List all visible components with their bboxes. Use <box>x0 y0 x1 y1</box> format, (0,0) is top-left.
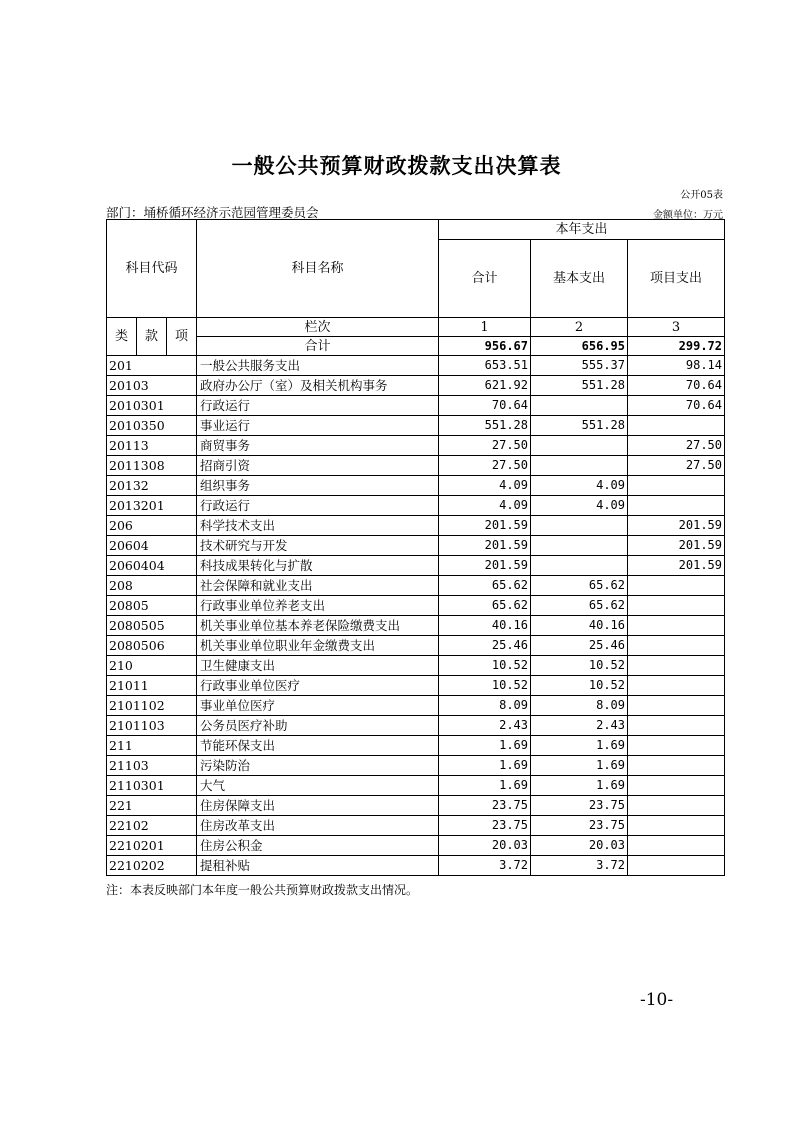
row-total: 551.28 <box>439 416 531 436</box>
row-code: 2080506 <box>107 636 197 656</box>
row-total: 621.92 <box>439 376 531 396</box>
table-row <box>107 776 725 796</box>
row-code: 211 <box>107 736 197 756</box>
row-project <box>628 656 725 676</box>
row-total: 40.16 <box>439 616 531 636</box>
row-basic: 20.03 <box>531 836 628 856</box>
row-basic: 23.75 <box>531 796 628 816</box>
grand-total-value: 956.67 <box>439 337 531 356</box>
row-code: 20604 <box>107 536 197 556</box>
row-project <box>628 856 725 876</box>
total-header: 合计 <box>439 240 531 318</box>
table-row <box>107 416 725 436</box>
lei-header: 类 <box>107 318 137 356</box>
subject-name-header: 科目名称 <box>197 220 439 318</box>
row-total: 23.75 <box>439 796 531 816</box>
row-name: 行政事业单位养老支出 <box>197 596 439 616</box>
basic-header: 基本支出 <box>531 240 628 318</box>
table-row <box>107 356 725 376</box>
row-basic <box>531 456 628 476</box>
row-project: 27.50 <box>628 436 725 456</box>
row-name: 行政运行 <box>197 396 439 416</box>
col2-index: 2 <box>531 318 628 337</box>
row-code: 20103 <box>107 376 197 396</box>
row-name: 机关事业单位职业年金缴费支出 <box>197 636 439 656</box>
row-basic: 1.69 <box>531 756 628 776</box>
total-row-label: 合计 <box>197 337 439 356</box>
row-name: 提租补贴 <box>197 856 439 876</box>
row-basic: 551.28 <box>531 416 628 436</box>
table-row <box>107 676 725 696</box>
row-total: 201.59 <box>439 516 531 536</box>
table-row <box>107 736 725 756</box>
table-row <box>107 716 725 736</box>
row-name: 科技成果转化与扩散 <box>197 556 439 576</box>
row-code: 2110301 <box>107 776 197 796</box>
grand-basic-value: 656.95 <box>531 337 628 356</box>
row-project <box>628 736 725 756</box>
row-basic: 551.28 <box>531 376 628 396</box>
table-row <box>107 556 725 576</box>
row-code: 20113 <box>107 436 197 456</box>
page-number: -10- <box>640 990 674 1010</box>
row-total: 1.69 <box>439 776 531 796</box>
table-row <box>107 696 725 716</box>
row-name: 商贸事务 <box>197 436 439 456</box>
row-total: 1.69 <box>439 736 531 756</box>
row-basic <box>531 536 628 556</box>
row-code: 208 <box>107 576 197 596</box>
row-project <box>628 816 725 836</box>
row-name: 污染防治 <box>197 756 439 776</box>
col3-index: 3 <box>628 318 725 337</box>
row-basic: 4.09 <box>531 496 628 516</box>
row-project: 27.50 <box>628 456 725 476</box>
table-row <box>107 636 725 656</box>
row-project <box>628 416 725 436</box>
table-row <box>107 756 725 776</box>
budget-table <box>106 219 725 876</box>
table-row <box>107 536 725 556</box>
row-code: 2210202 <box>107 856 197 876</box>
row-code: 21011 <box>107 676 197 696</box>
table-row <box>107 656 725 676</box>
row-name: 节能环保支出 <box>197 736 439 756</box>
table-row <box>107 816 725 836</box>
row-basic: 4.09 <box>531 476 628 496</box>
row-total: 3.72 <box>439 856 531 876</box>
row-project: 201.59 <box>628 536 725 556</box>
row-total: 2.43 <box>439 716 531 736</box>
row-name: 住房改革支出 <box>197 816 439 836</box>
table-row <box>107 576 725 596</box>
project-header: 项目支出 <box>628 240 725 318</box>
row-basic: 1.69 <box>531 736 628 756</box>
xiang-header: 项 <box>167 318 197 356</box>
row-name: 事业单位医疗 <box>197 696 439 716</box>
row-project <box>628 476 725 496</box>
row-project: 201.59 <box>628 556 725 576</box>
row-project <box>628 676 725 696</box>
row-total: 201.59 <box>439 556 531 576</box>
row-name: 住房公积金 <box>197 836 439 856</box>
row-project: 70.64 <box>628 376 725 396</box>
table-row <box>107 496 725 516</box>
row-code: 2010301 <box>107 396 197 416</box>
row-basic: 1.69 <box>531 776 628 796</box>
row-total: 27.50 <box>439 436 531 456</box>
row-project <box>628 796 725 816</box>
row-name: 事业运行 <box>197 416 439 436</box>
row-total: 23.75 <box>439 816 531 836</box>
table-row <box>107 396 725 416</box>
row-project <box>628 496 725 516</box>
row-project: 70.64 <box>628 396 725 416</box>
row-basic <box>531 516 628 536</box>
row-total: 4.09 <box>439 476 531 496</box>
row-project <box>628 836 725 856</box>
row-project <box>628 616 725 636</box>
row-basic: 10.52 <box>531 656 628 676</box>
row-code: 2080505 <box>107 616 197 636</box>
row-total: 20.03 <box>439 836 531 856</box>
row-total: 65.62 <box>439 596 531 616</box>
table-row <box>107 516 725 536</box>
unit-label: 金额单位：万元 <box>653 210 723 221</box>
row-project <box>628 716 725 736</box>
row-project <box>628 696 725 716</box>
current-year-header: 本年支出 <box>439 220 725 240</box>
row-project <box>628 776 725 796</box>
subject-code-header: 科目代码 <box>107 220 197 318</box>
row-name: 社会保障和就业支出 <box>197 576 439 596</box>
row-code: 20805 <box>107 596 197 616</box>
row-basic: 65.62 <box>531 596 628 616</box>
row-name: 大气 <box>197 776 439 796</box>
row-basic: 10.52 <box>531 676 628 696</box>
row-name: 行政事业单位医疗 <box>197 676 439 696</box>
row-basic: 65.62 <box>531 576 628 596</box>
row-project: 201.59 <box>628 516 725 536</box>
row-total: 27.50 <box>439 456 531 476</box>
row-code: 221 <box>107 796 197 816</box>
row-total: 70.64 <box>439 396 531 416</box>
row-name: 技术研究与开发 <box>197 536 439 556</box>
row-code: 2210201 <box>107 836 197 856</box>
row-name: 科学技术支出 <box>197 516 439 536</box>
row-code: 2101102 <box>107 696 197 716</box>
row-total: 10.52 <box>439 676 531 696</box>
table-row <box>107 836 725 856</box>
row-basic: 555.37 <box>531 356 628 376</box>
row-total: 65.62 <box>439 576 531 596</box>
row-total: 8.09 <box>439 696 531 716</box>
row-basic <box>531 396 628 416</box>
row-code: 2060404 <box>107 556 197 576</box>
row-name: 公务员医疗补助 <box>197 716 439 736</box>
table-row <box>107 456 725 476</box>
table-row <box>107 616 725 636</box>
page-title: 一般公共预算财政拨款支出决算表 <box>231 154 562 178</box>
row-name: 一般公共服务支出 <box>197 356 439 376</box>
row-name: 行政运行 <box>197 496 439 516</box>
col1-index: 1 <box>439 318 531 337</box>
row-name: 招商引资 <box>197 456 439 476</box>
row-project <box>628 576 725 596</box>
footnote: 注：本表反映部门本年度一般公共预算财政拨款支出情况。 <box>106 883 419 897</box>
form-number: 公开05表 <box>680 190 723 201</box>
row-code: 22102 <box>107 816 197 836</box>
row-name: 政府办公厅（室）及相关机构事务 <box>197 376 439 396</box>
table-row <box>107 856 725 876</box>
row-name: 组织事务 <box>197 476 439 496</box>
row-name: 卫生健康支出 <box>197 656 439 676</box>
table-row <box>107 796 725 816</box>
table-row <box>107 376 725 396</box>
row-code: 2101103 <box>107 716 197 736</box>
row-code: 2010350 <box>107 416 197 436</box>
table-row <box>107 436 725 456</box>
department-label: 部门：埇桥循环经济示范园管理委员会 <box>106 205 319 220</box>
row-total: 201.59 <box>439 536 531 556</box>
row-total: 1.69 <box>439 756 531 776</box>
row-name: 住房保障支出 <box>197 796 439 816</box>
row-total: 10.52 <box>439 656 531 676</box>
table-row <box>107 476 725 496</box>
row-project: 98.14 <box>628 356 725 376</box>
row-basic: 8.09 <box>531 696 628 716</box>
row-project <box>628 636 725 656</box>
column-no-header: 栏次 <box>197 318 439 337</box>
grand-project-value: 299.72 <box>628 337 725 356</box>
row-code: 206 <box>107 516 197 536</box>
row-project <box>628 756 725 776</box>
row-name: 机关事业单位基本养老保险缴费支出 <box>197 616 439 636</box>
row-basic: 25.46 <box>531 636 628 656</box>
row-code: 20132 <box>107 476 197 496</box>
row-basic: 3.72 <box>531 856 628 876</box>
row-project <box>628 596 725 616</box>
row-basic <box>531 436 628 456</box>
row-total: 4.09 <box>439 496 531 516</box>
row-code: 2013201 <box>107 496 197 516</box>
row-code: 210 <box>107 656 197 676</box>
table-row <box>107 596 725 616</box>
row-basic: 40.16 <box>531 616 628 636</box>
row-basic: 2.43 <box>531 716 628 736</box>
row-total: 653.51 <box>439 356 531 376</box>
row-code: 2011308 <box>107 456 197 476</box>
row-total: 25.46 <box>439 636 531 656</box>
row-basic <box>531 556 628 576</box>
row-basic: 23.75 <box>531 816 628 836</box>
row-code: 21103 <box>107 756 197 776</box>
kuan-header: 款 <box>137 318 167 356</box>
row-code: 201 <box>107 356 197 376</box>
